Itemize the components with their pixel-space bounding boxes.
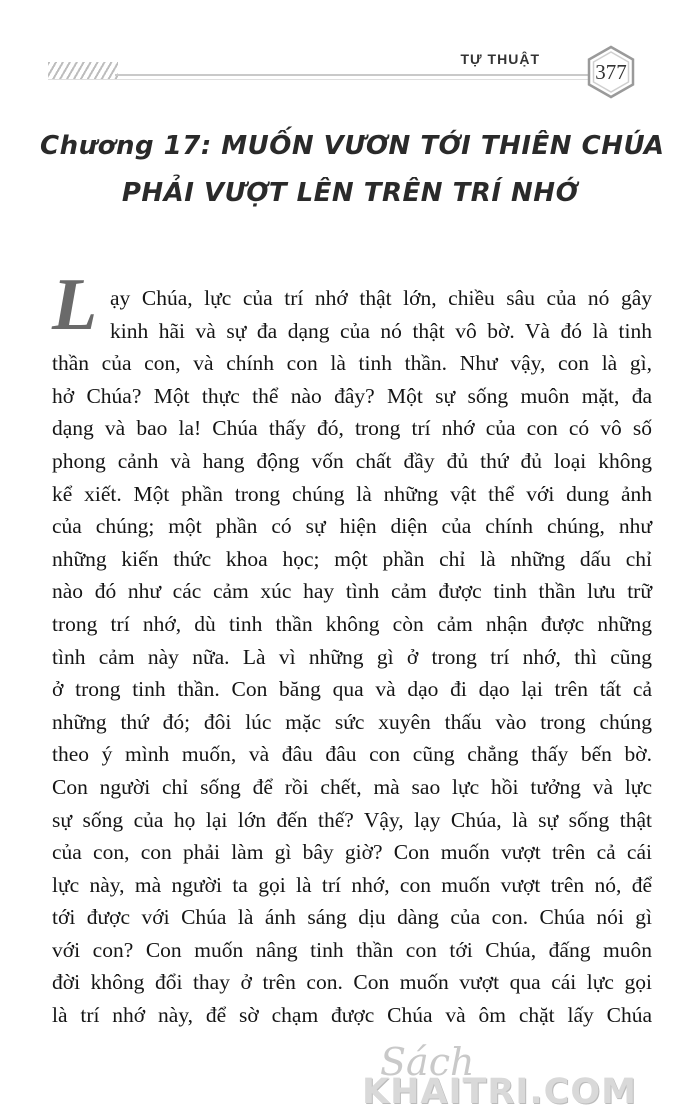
header-hatch-decoration [48,62,118,80]
text-line: hở Chúa? Một thực thể nào đây? Một sự sống muôn mặt, đa [52,383,652,408]
body-text [52,282,652,1032]
text-line: tới được với Chúa là ánh sáng dịu dàng của con. Chúa nói gì [52,905,652,930]
chapter-title-line-1: Chương 17: MUỐN VƯƠN TỚI THIÊN CHÚA [40,131,665,161]
header-rule-secondary [48,79,592,80]
text-line: với con? Con muốn nâng tinh thần con tới Chúa, đấng muôn [52,937,652,962]
text-line: sự sống của họ lại lớn đến thế? Vậy, lạy Chúa, là sự sống thật [52,807,652,832]
text-line: đời không đổi thay ở trên con. Con muốn vượt qua cái lực gọi [52,970,652,995]
text-line: là trí nhớ này, để sờ chạm được Chúa và ôm chặt lấy Chúa [52,1003,652,1028]
watermark-script: Sách [380,1040,475,1084]
running-header: TỰ THUẬT [460,51,540,67]
text-line: những kiến thức khoa học; một phần chỉ là những dấu chỉ [52,546,652,571]
text-line: dạng và bao la! Chúa thấy đó, trong trí nhớ của con có vô số [52,416,652,441]
header-rule [115,74,592,76]
text-line: phong cảnh và hang động vốn chất đầy đủ thứ đủ loại không [52,448,652,473]
text-line: của con, con phải làm gì bây giờ? Con muốn vượt trên cả cái [52,840,652,865]
text-line: trong trí nhớ, dù tinh thần không còn cảm nhận được những [52,611,652,636]
text-line: ạy Chúa, lực của trí nhớ thật lớn, chiều sâu của nó gây [110,286,652,310]
page-number-badge [583,44,639,100]
text-line: thần của con, và chính con là tinh thần. Như vậy, con là gì, [52,351,652,376]
chapter-title [40,123,665,217]
text-line: nào đó như các cảm xúc hay tình cảm được tinh thần lưu trữ [52,579,652,604]
chapter-title-line-2: PHẢI VƯỢT LÊN TRÊN TRÍ NHỚ [121,178,579,208]
page-number: 377 [595,59,627,84]
watermark-site: KHAITRI.COM [362,1072,637,1112]
text-line: ở trong tinh thần. Con băng qua và dạo đi dạo lại trên tất cả [52,677,652,702]
text-line: những thứ đó; đôi lúc mặc sức xuyên thấu vào trong chúng [52,709,652,734]
text-line: của chúng; một phần có sự hiện diện của chính chúng, như [52,514,652,539]
text-line: kể xiết. Một phần trong chúng là những vật thể với dung ảnh [52,481,652,506]
text-line: Con người chỉ sống để rồi chết, mà sao lực hồi tưởng và lực [52,774,652,799]
drop-cap-letter: L [52,264,98,346]
watermark [340,1040,690,1110]
text-line: lực này, mà người ta gọi là trí nhớ, con muốn vượt trên nó, để [52,872,652,897]
text-line: tình cảm này nữa. Là vì những gì ở trong trí nhớ, thì cũng [52,644,652,669]
text-line: kinh hãi và sự đa dạng của nó thật vô bờ. Và đó là tinh [110,318,652,343]
text-line: theo ý mình muốn, và đâu đâu con cũng chẳng thấy bến bờ. [52,742,652,767]
